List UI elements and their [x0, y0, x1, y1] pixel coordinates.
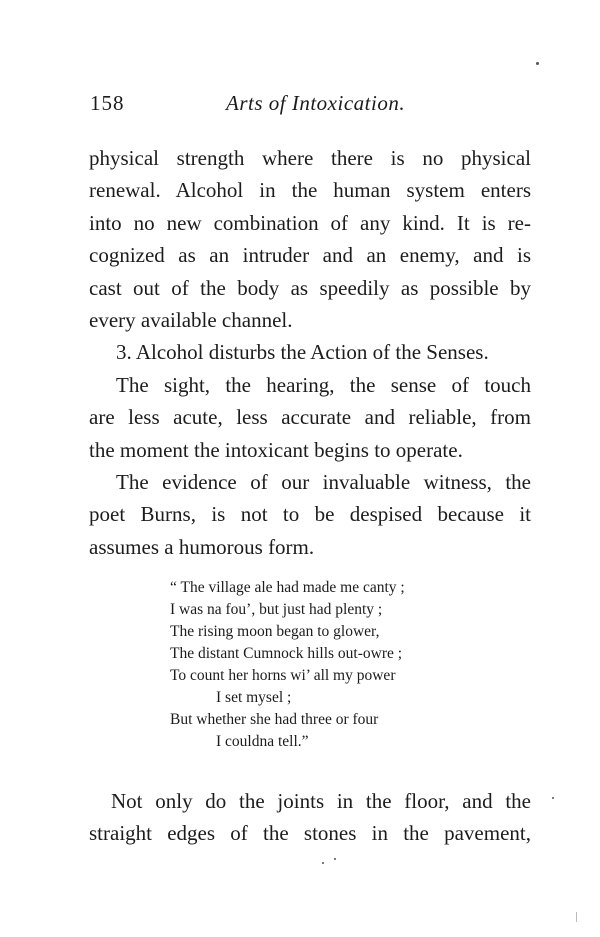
- main-text: [89, 142, 531, 563]
- verse-line: But whether she had three or four: [170, 711, 379, 728]
- main-text-continued: [89, 785, 531, 850]
- text-line: The evidence of our invaluable witness, the: [116, 469, 531, 494]
- paper-speck: [536, 62, 539, 65]
- text-line: renewal. Alcohol in the human system enters: [89, 178, 531, 203]
- text-line: into no new combination of any kind. It is re-: [89, 210, 531, 235]
- running-head: Arts of Intoxication.: [226, 91, 406, 115]
- text-line: are less acute, less accurate and reliable, from: [89, 405, 531, 430]
- page-number: 158: [90, 91, 125, 115]
- verse-line: I was na fou’, but just had plenty ;: [170, 601, 383, 618]
- verse-quotation: [170, 577, 470, 753]
- verse-line: The distant Cumnock hills out-owre ;: [170, 645, 403, 662]
- text-line: straight edges of the stones in the pavement,: [89, 821, 531, 846]
- paper-speck: [334, 858, 336, 860]
- verse-line: “ The village ale had made me canty ;: [170, 579, 405, 596]
- text-line: poet Burns, is not to be despised because it: [89, 502, 531, 527]
- paper-speck: [552, 797, 554, 799]
- text-line: Not only do the joints in the floor, and the: [111, 789, 531, 813]
- verse-line: To count her horns wi’ all my power: [170, 667, 396, 684]
- text-line: The sight, the hearing, the sense of touch: [116, 372, 531, 397]
- verse-line: The rising moon began to glower,: [170, 623, 380, 640]
- section-heading: 3. Alcohol disturbs the Action of the Senses.: [116, 340, 489, 365]
- paper-speck: [322, 862, 324, 864]
- text-line: the moment the intoxicant begins to operate.: [89, 437, 463, 462]
- text-line: cast out of the body as speedily as possible by: [89, 275, 531, 300]
- page-header: [90, 91, 530, 121]
- text-line: cognized as an intruder and an enemy, and is: [89, 243, 531, 268]
- verse-line: I couldna tell.”: [216, 733, 309, 750]
- paper-speck: [576, 912, 577, 922]
- text-line: every available channel.: [89, 307, 293, 332]
- text-line: physical strength where there is no physical: [89, 146, 531, 170]
- text-line: assumes a humorous form.: [89, 534, 315, 559]
- verse-line: I set mysel ;: [216, 689, 292, 706]
